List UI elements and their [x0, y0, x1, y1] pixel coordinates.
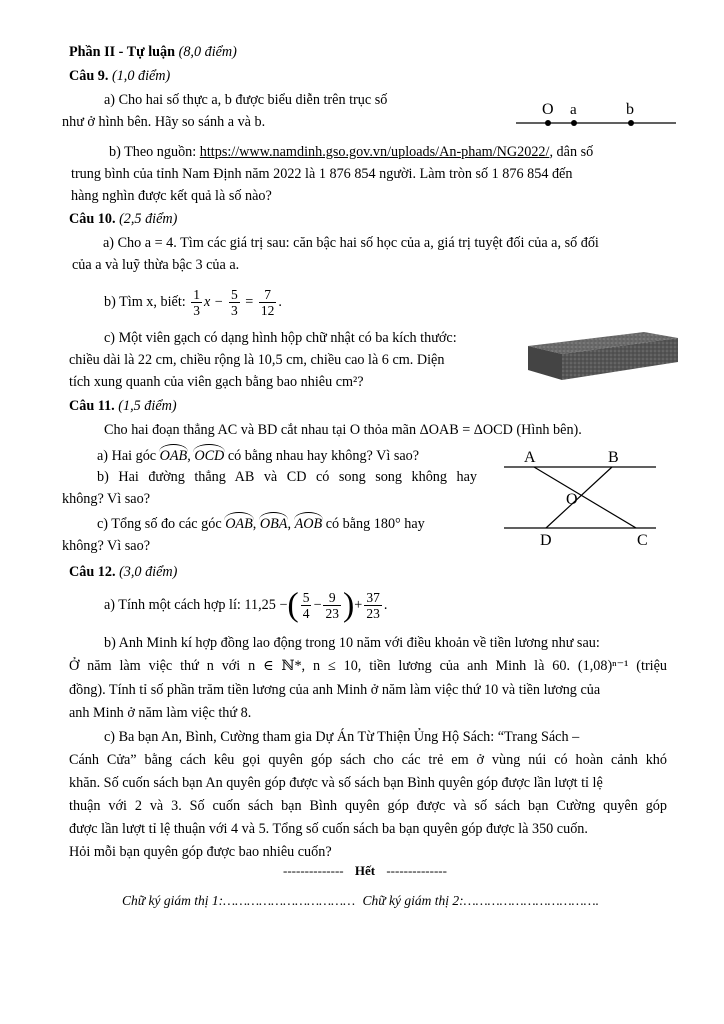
q10-c-line1: c) Một viên gạch có dạng hình hộp chữ nhật có ba kích thước:: [104, 330, 457, 346]
q10-heading: [69, 211, 177, 228]
label-b: b: [626, 101, 634, 118]
q12-c-line2: Cánh Cửa” bằng cách kêu gọi quyên góp sách cho các trẻ em ở vùng núi có hoàn cảnh khó: [69, 752, 667, 768]
q12-c-line3: khăn. Số cuốn sách bạn An quyên góp được và số sách bạn Bình quyên góp được lần lượt tỉ lệ: [69, 775, 603, 791]
part-title: Phần II - Tự luận: [69, 44, 176, 60]
angle-aob: AOB: [294, 516, 323, 532]
segment-bd: [546, 467, 612, 528]
q10-points: (2,5 điểm): [119, 211, 178, 227]
q9-heading: [69, 68, 170, 85]
q11-b-line1: b) Hai đường thẳng AB và CD có song song không hay: [97, 469, 477, 485]
end-dashes-right: --------------: [386, 863, 447, 878]
end-dashes-left: --------------: [283, 863, 344, 878]
q9-b-line3: hàng nghìn được kết quả là số nào?: [71, 188, 272, 204]
q9-label: Câu 9.: [69, 68, 109, 84]
q10-a-line1: a) Cho a = 4. Tìm các giá trị sau: căn bậc hai số học của a, giá trị tuyệt đối của a, số đối: [103, 235, 599, 251]
signature-line: [122, 892, 599, 909]
fraction-9-23: $\frac{9}{23}$: [325, 590, 339, 622]
q11-b-line2: không? Vì sao?: [62, 491, 150, 507]
q10-c-line2: chiều dài là 22 cm, chiều rộng là 10,5 cm, chiều cao là 6 cm. Diện: [69, 352, 445, 368]
end-word: Hết: [354, 863, 376, 878]
brick-image: [522, 318, 682, 384]
q9-points: (1,0 điểm): [111, 68, 171, 84]
fraction-5-3: $\frac{5}{3}$: [230, 287, 238, 319]
label-c-point: C: [637, 532, 648, 549]
point-a: [571, 120, 577, 126]
q12-b-line4: anh Minh ở năm làm việc thứ 8.: [69, 705, 252, 721]
q11-a-suffix: có bằng nhau hay không? Vì sao?: [227, 448, 420, 464]
q10-label: Câu 10.: [69, 211, 116, 227]
q9-a-line1: a) Cho hai số thực a, b được biểu diễn trên trục số: [104, 92, 388, 108]
q11-c-prefix: c) Tổng số đo các góc: [97, 516, 222, 532]
part-header: [69, 44, 237, 61]
q10-b-equation: [104, 281, 282, 323]
fraction-1-3: $\frac{1}{3}$: [193, 287, 200, 319]
q12-a-minus: −: [313, 597, 322, 613]
label-a-point: A: [524, 449, 536, 466]
q12-b-line2: Ở năm làm việc thứ n với n ∈ ℕ*, n ≤ 10, tiền lương của anh Minh là 60. (1,08)ⁿ⁻¹ (triệu: [69, 658, 667, 674]
angle-oab-c: OAB: [225, 516, 253, 532]
point-b: [628, 120, 634, 126]
q12-points: (3,0 điểm): [119, 564, 178, 580]
q11-points: (1,5 điểm): [118, 398, 177, 414]
fraction-37-23: $\frac{37}{23}$: [366, 590, 380, 622]
q10-c-line3: tích xung quanh của viên gạch bằng bao nhiêu cm²?: [69, 374, 364, 390]
q12-c-line4: thuận với 2 và 3. Số cuốn sách bạn Bình quyên góp được và số sách bạn Cường quyên góp: [69, 798, 667, 814]
signature-2: Chữ ký giám thị 2:…………………………….: [362, 893, 600, 908]
q9-b-line1: [109, 144, 593, 161]
q12-a-end: .: [383, 597, 388, 613]
q12-heading: [69, 564, 177, 581]
q12-a-prefix: a) Tính một cách hợp lí:: [104, 597, 241, 613]
q11-a-sep: ,: [187, 448, 191, 464]
q10-b-end: .: [278, 294, 282, 310]
signature-1: Chữ ký giám thị 1:……………………………: [122, 893, 356, 908]
q11-a-line: [97, 448, 419, 465]
q11-label: Câu 11.: [69, 398, 115, 414]
angle-oab: OAB: [159, 448, 188, 464]
q10-b-eq: =: [245, 294, 254, 310]
q9-b-prefix: b) Theo nguồn:: [109, 144, 197, 160]
q12-b-line1: b) Anh Minh kí hợp đồng lao động trong 10 năm với điều khoản về tiền lương như sau:: [104, 635, 600, 651]
q9-b-suffix: , dân số: [549, 144, 594, 160]
q12-a-expression: a) Tính một cách hợp lí: 11,25 −( $\frac{5}{4}$ − $\frac{9}{23}$ )+ $\frac{37}{23}$ .: [104, 586, 388, 624]
point-o: [545, 120, 551, 126]
q11-c-suffix: có bằng 180° hay: [325, 516, 425, 532]
q12-c-line5: được lần lượt tỉ lệ thuận với 4 và 5. Tổng số cuốn sách ba bạn quyên góp được là 350 cuốn.: [69, 821, 588, 837]
label-o: O: [542, 101, 554, 118]
part-points: (8,0 điểm): [178, 44, 237, 60]
q12-c-line1: c) Ba bạn An, Bình, Cường tham gia Dự Án Từ Thiện Ủng Hộ Sách: “Trang Sách –: [104, 729, 580, 745]
q9-b-line2: trung bình của tỉnh Nam Định năm 2022 là 1 876 854 người. Làm tròn số 1 876 854 đến: [71, 166, 573, 182]
q12-c-line6: Hỏi mỗi bạn quyên góp được bao nhiêu cuốn?: [69, 844, 332, 860]
geometry-figure: [500, 446, 660, 550]
fraction-7-12: $\frac{7}{12}$: [260, 287, 275, 319]
source-link[interactable]: https://www.namdinh.gso.gov.vn/uploads/An-pham/NG2022/: [199, 144, 550, 160]
q12-a-lead: 11,25 −: [244, 597, 288, 613]
label-b-point: B: [608, 449, 619, 466]
q12-label: Câu 12.: [69, 564, 116, 580]
q12-a-plus: +: [354, 597, 363, 613]
segment-ac: [534, 467, 636, 528]
q11-intro: Cho hai đoạn thẳng AC và BD cắt nhau tại O thỏa mãn ΔOAB = ΔOCD (Hình bên).: [104, 422, 582, 438]
angle-ocd: OCD: [194, 448, 225, 464]
angle-oba: OBA: [259, 516, 288, 532]
q11-c-line2: không? Vì sao?: [62, 538, 150, 554]
q11-c-line1: c) Tổng số đo các góc OAB, OBA, AOB có bằng 180° hay: [97, 516, 425, 532]
q11-heading: [69, 398, 177, 415]
fraction-5-4: $\frac{5}{4}$: [302, 590, 310, 622]
label-d-point: D: [540, 532, 552, 549]
q10-b-x: x −: [204, 294, 224, 310]
q10-b-prefix: b) Tìm x, biết:: [104, 294, 186, 310]
number-line-figure: [514, 96, 679, 132]
label-a: a: [570, 102, 577, 118]
label-o-point: O: [566, 491, 578, 508]
q10-a-line2: của a và luỹ thừa bậc 3 của a.: [72, 257, 240, 273]
q11-a-prefix: a) Hai góc: [97, 448, 157, 464]
q12-b-line3: đồng). Tính tỉ số phần trăm tiền lương của anh Minh ở năm làm việc thứ 10 và tiền lương của: [69, 682, 601, 698]
q9-a-line2: như ở hình bên. Hãy so sánh a và b.: [62, 114, 266, 130]
end-marker: [283, 862, 447, 879]
